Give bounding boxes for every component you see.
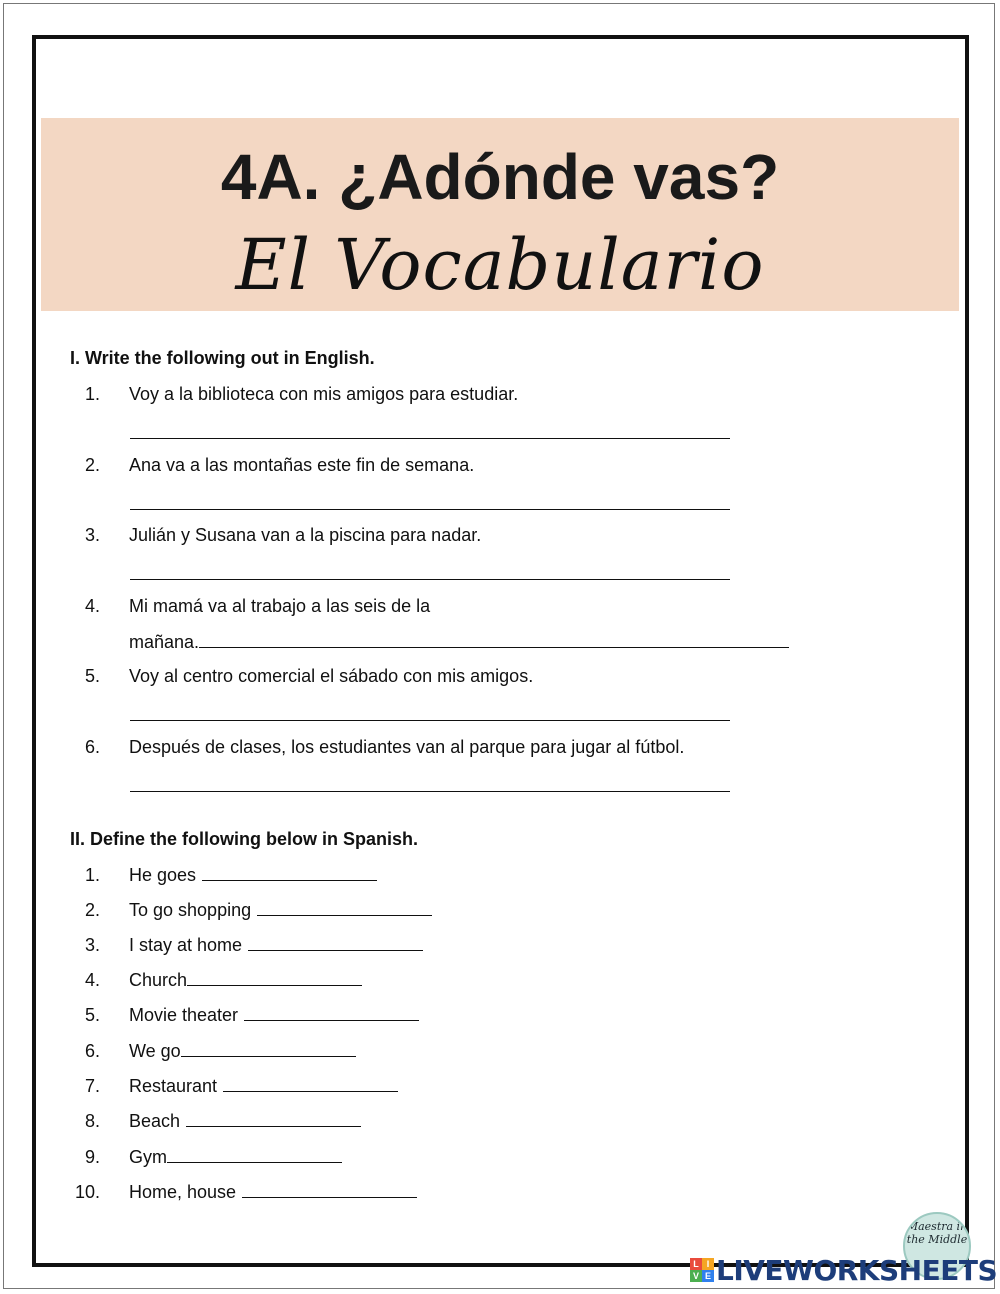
s1-item-2-number: 2. <box>84 455 100 475</box>
s2-item-2-answer-line[interactable] <box>257 915 432 916</box>
s2-item-2-text: To go shopping <box>129 900 252 920</box>
s2-item-2-number: 2. <box>84 900 100 920</box>
logo-letter-e: E <box>702 1270 714 1282</box>
s2-item-7-number: 7. <box>84 1076 100 1096</box>
s1-item-4-text: Mi mamá va al trabajo a las seis de la <box>129 596 431 616</box>
s2-item-6-text: We go <box>129 1041 181 1061</box>
s1-item-2-answer-line[interactable] <box>130 509 730 510</box>
s2-item-3-text: I stay at home <box>129 935 243 955</box>
s2-item-3-number: 3. <box>84 935 100 955</box>
s2-item-9-number: 9. <box>84 1147 100 1167</box>
s2-item-10-text: Home, house <box>129 1182 237 1202</box>
s1-item-4-answer-line[interactable] <box>199 647 789 648</box>
s1-item-3-answer-line[interactable] <box>130 579 730 580</box>
s2-item-10-number: 10. <box>74 1182 100 1202</box>
s1-item-1-answer-line[interactable] <box>130 438 730 439</box>
s1-item-1-text: Voy a la biblioteca con mis amigos para estudiar. <box>129 384 519 404</box>
logo-letter-l: L <box>690 1258 702 1270</box>
s2-item-4 <box>129 970 362 991</box>
s1-item-4-number: 4. <box>84 596 100 616</box>
s2-item-10-answer-line[interactable] <box>242 1197 417 1198</box>
s1-item-5-number: 5. <box>84 666 100 686</box>
s2-item-8-number: 8. <box>84 1111 100 1131</box>
s1-item-4-continuation-text: mañana. <box>129 632 200 652</box>
section1-heading: I. Write the following out in English. <box>70 348 375 368</box>
worksheet-title: 4A. ¿Adónde vas? <box>220 141 780 213</box>
s1-item-4-continuation <box>129 632 789 653</box>
s1-item-6-number: 6. <box>84 737 100 757</box>
s2-item-9-text: Gym <box>129 1147 167 1167</box>
title-banner <box>41 118 959 311</box>
s2-item-5-answer-line[interactable] <box>244 1020 419 1021</box>
s2-item-3-answer-line[interactable] <box>248 950 423 951</box>
author-badge-logo: Maestra in the Middle <box>903 1212 971 1280</box>
s2-item-9-answer-line[interactable] <box>167 1162 342 1163</box>
s2-item-1-number: 1. <box>84 865 100 885</box>
s2-item-4-number: 4. <box>84 970 100 990</box>
s2-item-7-text: Restaurant <box>129 1076 218 1096</box>
s2-item-5 <box>129 1005 419 1026</box>
s2-item-9 <box>129 1147 342 1168</box>
s2-item-1 <box>129 865 377 886</box>
s2-item-5-text: Movie theater <box>129 1005 239 1025</box>
liveworksheets-logo-icon <box>690 1258 714 1282</box>
liveworksheets-brand[interactable] <box>690 1255 997 1285</box>
s2-item-6-number: 6. <box>84 1041 100 1061</box>
worksheet-subtitle: El Vocabulario <box>235 224 765 306</box>
s1-item-3-number: 3. <box>84 525 100 545</box>
s2-item-1-text: He goes <box>129 865 197 885</box>
s2-item-8 <box>129 1111 361 1132</box>
s2-item-3 <box>129 935 423 956</box>
s2-item-8-answer-line[interactable] <box>186 1126 361 1127</box>
logo-letter-v: V <box>690 1270 702 1282</box>
s1-item-1-number: 1. <box>84 384 100 404</box>
s1-item-6-answer-line[interactable] <box>130 791 730 792</box>
s1-item-5-answer-line[interactable] <box>130 720 730 721</box>
s1-item-2-text: Ana va a las montañas este fin de semana. <box>129 455 475 475</box>
s2-item-7 <box>129 1076 398 1097</box>
logo-letter-i: I <box>702 1258 714 1270</box>
s2-item-2 <box>129 900 432 921</box>
s1-item-6-text: Después de clases, los estudiantes van al parque para jugar al fútbol. <box>129 737 685 757</box>
section2-heading: II. Define the following below in Spanish. <box>70 829 419 849</box>
s2-item-10 <box>129 1182 417 1203</box>
s1-item-5-text: Voy al centro comercial el sábado con mis amigos. <box>129 666 534 686</box>
s2-item-1-answer-line[interactable] <box>202 880 377 881</box>
s2-item-8-text: Beach <box>129 1111 181 1131</box>
s2-item-6-answer-line[interactable] <box>181 1056 356 1057</box>
s2-item-7-answer-line[interactable] <box>223 1091 398 1092</box>
s2-item-4-text: Church <box>129 970 188 990</box>
s1-item-3-text: Julián y Susana van a la piscina para nadar. <box>129 525 482 545</box>
liveworksheets-wordmark: LIVEWORKSHEETS <box>716 1253 998 1287</box>
s2-item-6 <box>129 1041 356 1062</box>
s2-item-4-answer-line[interactable] <box>187 985 362 986</box>
s2-item-5-number: 5. <box>84 1005 100 1025</box>
